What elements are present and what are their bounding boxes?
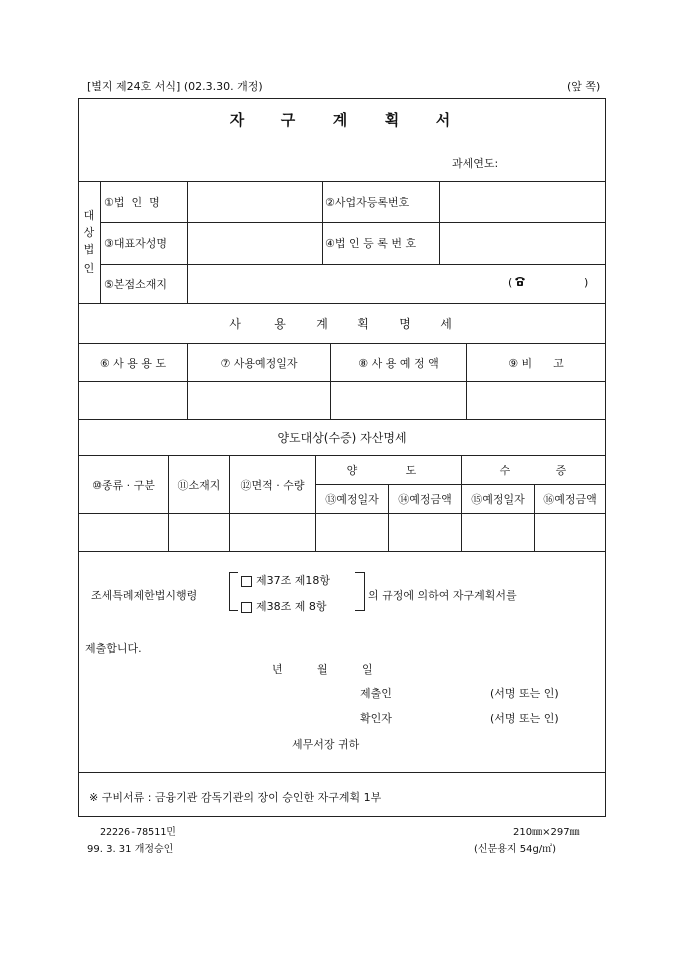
- title-char-1: 자: [229, 110, 245, 129]
- telephone-icon: [514, 275, 526, 287]
- paper-size: 210㎜×297㎜: [513, 827, 580, 838]
- option-bracket-left: [229, 572, 238, 611]
- rule: [78, 551, 606, 552]
- approval-date: 99. 3. 31 개정승인: [87, 844, 174, 855]
- corp-reg-number-label: ④법 인 등 록 번 호: [325, 237, 417, 250]
- phone-close-paren: ): [584, 276, 589, 289]
- date-day-label: 일: [362, 663, 373, 676]
- corp-reg-number-field[interactable]: [441, 224, 604, 262]
- transfer-date-header: ⑬예정일자: [325, 493, 379, 506]
- receipt-date-header: ⑮예정일자: [471, 493, 525, 506]
- option-article-38-label: 제38조 제 8항: [256, 600, 327, 613]
- rule: [78, 381, 606, 382]
- phone-open-paren: (: [508, 276, 513, 289]
- usage-title-char-3: 계: [316, 316, 328, 331]
- form-number-label: [별지 제24호 서식] (02.3.30. 개정): [87, 80, 263, 93]
- required-documents-note: ※ 구비서류 : 금융기관 감독기관의 장이 승인한 자구계획 1부: [89, 791, 382, 804]
- paper-type: (신문용지 54g/㎡): [474, 844, 557, 855]
- side-label-char-4: 인: [83, 262, 95, 275]
- title-char-3: 계: [332, 110, 348, 129]
- corp-name-label: ①법 인 명: [104, 195, 160, 209]
- page-side-label: (앞 쪽): [567, 80, 601, 93]
- rule: [78, 303, 606, 304]
- usage-title-char-5: 명: [399, 316, 411, 331]
- asset-location-field[interactable]: [170, 515, 227, 549]
- option-article-37-label: 제37조 제18항: [256, 574, 330, 587]
- addressee: 세무서장 귀하: [292, 738, 360, 751]
- declaration-suffix: 의 규정에 의하여 자구계획서를: [368, 589, 517, 602]
- rule: [78, 772, 606, 773]
- title-char-5: 서: [435, 110, 451, 129]
- submitter-sign-note: (서명 또는 인): [490, 687, 559, 700]
- receipt-date-field[interactable]: [463, 515, 532, 549]
- asset-location-header: ⑪소재지: [177, 478, 221, 492]
- tax-year-field[interactable]: [512, 149, 596, 171]
- asset-kind-header: ⑩종류 · 구분: [92, 478, 155, 492]
- title-char-4: 획: [384, 110, 400, 129]
- confirmer-label: 확인자: [360, 712, 392, 725]
- biz-reg-number-field[interactable]: [441, 183, 604, 220]
- usage-date-field[interactable]: [189, 383, 328, 417]
- usage-amount-field[interactable]: [332, 383, 464, 417]
- usage-title-char-6: 세: [440, 316, 452, 331]
- corp-name-field[interactable]: [189, 183, 320, 220]
- asset-area-header: ⑫면적 · 수량: [240, 478, 305, 492]
- asset-area-field[interactable]: [231, 515, 313, 549]
- option-bracket-right: [355, 572, 365, 611]
- date-month-label: 월: [317, 663, 328, 676]
- usage-purpose-field[interactable]: [80, 383, 185, 417]
- receipt-amount-field[interactable]: [536, 515, 604, 549]
- transfer-amount-header: ⑭예정금액: [398, 493, 452, 506]
- transfer-amount-field[interactable]: [390, 515, 459, 549]
- title-char-2: 구: [280, 110, 296, 129]
- transfer-header-char-1: 양: [346, 464, 358, 477]
- rule: [439, 181, 440, 264]
- form-code: 22226-78511민: [100, 827, 176, 838]
- receipt-header-char-1: 수: [499, 464, 511, 477]
- confirmer-field[interactable]: [400, 707, 480, 725]
- representative-name-field[interactable]: [189, 224, 320, 262]
- transfer-assets-title: 양도대상(수증) 자산명세: [277, 431, 407, 445]
- date-year-label: 년: [272, 663, 283, 676]
- submitter-label: 제출인: [360, 687, 392, 700]
- representative-name-label: ③대표자성명: [104, 237, 167, 250]
- usage-remarks-field[interactable]: [468, 383, 604, 417]
- confirmer-sign-note: (서명 또는 인): [490, 712, 559, 725]
- hq-address-field[interactable]: [189, 266, 499, 301]
- rule: [100, 181, 101, 303]
- usage-title-char-1: 사: [229, 316, 241, 331]
- option-article-37[interactable]: [241, 572, 330, 588]
- usage-purpose-header: ⑥ 사 용 용 도: [99, 356, 167, 370]
- side-label-char-2: 상: [83, 226, 95, 239]
- biz-reg-number-label: ②사업자등록번호: [325, 195, 410, 209]
- rule: [78, 513, 606, 514]
- checkbox-article-38[interactable]: [241, 602, 252, 613]
- rule: [187, 181, 188, 303]
- usage-amount-header: ⑧ 사 용 예 정 액: [358, 356, 439, 370]
- side-label-char-1: 대: [83, 209, 95, 222]
- submit-text: 제출합니다.: [85, 642, 142, 655]
- usage-title-char-2: 용: [274, 316, 286, 331]
- usage-title-char-4: 획: [357, 316, 369, 331]
- option-article-38[interactable]: [241, 598, 327, 614]
- phone-field[interactable]: [530, 278, 580, 290]
- side-label-char-3: 법: [83, 243, 95, 256]
- receipt-amount-header: ⑯예정금액: [543, 493, 597, 506]
- hq-address-label: ⑤본점소재지: [104, 277, 167, 291]
- rule: [322, 181, 323, 264]
- asset-kind-field[interactable]: [80, 515, 166, 549]
- receipt-header-char-2: 증: [555, 464, 567, 477]
- law-name: 조세특례제한법시행령: [91, 589, 198, 602]
- submission-date-field[interactable]: [226, 658, 376, 676]
- tax-year-label: 과세연도:: [452, 157, 499, 170]
- checkbox-article-37[interactable]: [241, 576, 252, 587]
- usage-remarks-header: ⑨ 비 고: [508, 356, 564, 370]
- usage-date-header: ⑦ 사용예정일자: [220, 356, 298, 370]
- transfer-header-char-2: 도: [405, 464, 417, 477]
- transfer-date-field[interactable]: [317, 515, 386, 549]
- submitter-field[interactable]: [400, 682, 480, 700]
